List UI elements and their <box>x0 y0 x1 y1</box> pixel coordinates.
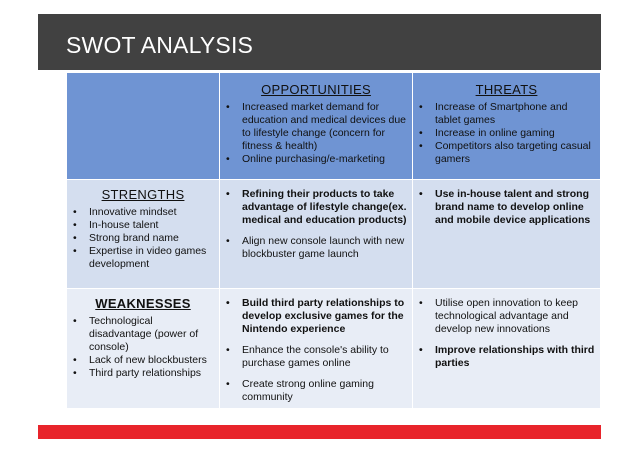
corner-cell <box>67 73 220 180</box>
weaknesses-heading: WEAKNESSES <box>95 296 191 311</box>
opportunities-cell <box>220 73 413 180</box>
list-item: • Technological disadvantage (power of console) <box>67 315 215 354</box>
weaknesses-list <box>67 315 219 380</box>
list-item: • Refining their products to take advantage of lifestyle change(ex. medical and education products) <box>220 188 408 227</box>
list-item: • In-house talent <box>67 219 215 232</box>
footer-accent-bar <box>38 425 601 439</box>
list-item: • Lack of new blockbusters <box>67 354 215 367</box>
threats-list <box>413 101 600 166</box>
wo-cell <box>220 289 413 409</box>
threats-cell <box>413 73 601 180</box>
title-bar <box>38 14 601 70</box>
opportunities-heading: OPPORTUNITIES <box>261 82 371 97</box>
strengths-cell <box>67 180 220 289</box>
so-cell <box>220 180 413 289</box>
st-cell <box>413 180 601 289</box>
swot-matrix <box>66 72 601 409</box>
list-item: • Align new console launch with new blockbuster game launch <box>220 235 408 261</box>
list-item: • Use in-house talent and strong brand name to develop online and mobile device applications <box>413 188 596 227</box>
list-item: • Utilise open innovation to keep technological advantage and develop new innovations <box>413 297 596 336</box>
weaknesses-cell <box>67 289 220 409</box>
list-item: • Online purchasing/e-marketing <box>220 153 408 166</box>
wt-cell <box>413 289 601 409</box>
list-item: • Third party relationships <box>67 367 215 380</box>
list-item: • Enhance the console's ability to purchase games online <box>220 344 408 370</box>
st-list <box>413 188 600 227</box>
list-item: • Improve relationships with third parties <box>413 344 596 370</box>
wo-list <box>220 297 412 404</box>
threats-heading: THREATS <box>475 82 538 97</box>
wt-list <box>413 297 600 370</box>
list-item: • Increase of Smartphone and tablet games <box>413 101 596 127</box>
opportunities-list <box>220 101 412 166</box>
so-list <box>220 188 412 261</box>
list-item: • Expertise in video games development <box>67 245 215 271</box>
list-item: • Increase in online gaming <box>413 127 596 140</box>
list-item: • Build third party relationships to develop exclusive games for the Nintendo experience <box>220 297 408 336</box>
list-item: • Competitors also targeting casual gamers <box>413 140 596 166</box>
list-item: • Innovative mindset <box>67 206 215 219</box>
list-item: • Create strong online gaming community <box>220 378 408 404</box>
strengths-list <box>67 206 219 271</box>
list-item: • Strong brand name <box>67 232 215 245</box>
list-item: • Increased market demand for education and medical devices due to lifestyle change (concern for fitness & health) <box>220 101 408 153</box>
strengths-heading: STRENGTHS <box>101 187 185 202</box>
slide-title: SWOT ANALYSIS <box>66 32 254 58</box>
